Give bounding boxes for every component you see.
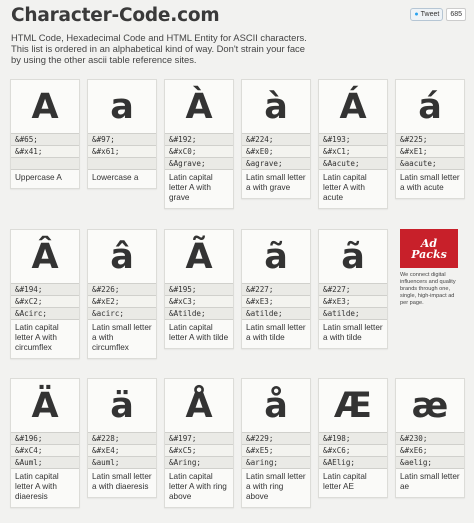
html-entity[interactable]: &atilde;: [242, 307, 310, 320]
character-card[interactable]: [10, 79, 80, 189]
hex-code[interactable]: &#xE2;: [88, 295, 156, 307]
character-glyph: Â: [11, 230, 79, 283]
html-entity[interactable]: &Acirc;: [11, 307, 79, 320]
decimal-code[interactable]: &#193;: [319, 133, 387, 145]
html-entity[interactable]: &auml;: [88, 456, 156, 469]
character-glyph: Ã: [165, 230, 233, 283]
character-glyph: Å: [165, 379, 233, 432]
html-entity[interactable]: &aring;: [242, 456, 310, 469]
character-glyph: À: [165, 80, 233, 133]
ad-block[interactable]: [400, 229, 458, 307]
character-description: Latin capital letter A with circumflex: [15, 323, 59, 352]
character-glyph: â: [88, 230, 156, 283]
character-description: Latin small letter a with circumflex: [92, 323, 152, 352]
decimal-code[interactable]: &#224;: [242, 133, 310, 145]
hex-code[interactable]: &#x61;: [88, 145, 156, 157]
site-title[interactable]: Character-Code.com: [11, 5, 220, 26]
character-description: Latin capital letter A with acute: [323, 173, 367, 202]
character-card[interactable]: [164, 378, 234, 508]
character-card[interactable]: [395, 79, 465, 199]
html-entity[interactable]: &agrave;: [242, 157, 310, 170]
character-card[interactable]: [87, 79, 157, 189]
decimal-code[interactable]: &#194;: [11, 283, 79, 295]
decimal-code[interactable]: &#227;: [319, 283, 387, 295]
character-card[interactable]: [87, 378, 157, 498]
character-card[interactable]: [241, 378, 311, 508]
character-description: Latin small letter a with tilde: [246, 323, 306, 342]
character-description: Uppercase A: [15, 173, 62, 182]
hex-code[interactable]: &#xE3;: [242, 295, 310, 307]
character-glyph: Ä: [11, 379, 79, 432]
character-description: Latin small letter a with grave: [246, 173, 306, 192]
character-glyph: ã: [242, 230, 310, 283]
character-description: Latin small letter a with tilde: [323, 323, 383, 342]
character-glyph: æ: [396, 379, 464, 432]
character-card[interactable]: [318, 79, 388, 209]
html-entity[interactable]: &Auml;: [11, 456, 79, 469]
decimal-code[interactable]: &#227;: [242, 283, 310, 295]
character-glyph: Á: [319, 80, 387, 133]
decimal-code[interactable]: &#226;: [88, 283, 156, 295]
character-glyph: á: [396, 80, 464, 133]
hex-code[interactable]: &#xC0;: [165, 145, 233, 157]
html-entity[interactable]: &acirc;: [88, 307, 156, 320]
character-description: Latin capital letter A with tilde: [169, 323, 229, 342]
decimal-code[interactable]: &#65;: [11, 133, 79, 145]
intro-line: HTML Code, Hexadecimal Code and HTML Entity for ASCII characters.: [11, 32, 307, 43]
tweet-label: Tweet: [420, 11, 440, 18]
decimal-code[interactable]: &#197;: [165, 432, 233, 444]
character-glyph: a: [88, 80, 156, 133]
character-card[interactable]: [164, 229, 234, 349]
character-card[interactable]: [87, 229, 157, 359]
html-entity[interactable]: [88, 157, 156, 170]
decimal-code[interactable]: &#195;: [165, 283, 233, 295]
decimal-code[interactable]: &#192;: [165, 133, 233, 145]
intro-line: This list is ordered in an alphabetical kind of way. Don't strain your face: [11, 43, 305, 54]
character-card[interactable]: [241, 229, 311, 349]
html-entity[interactable]: [11, 157, 79, 170]
hex-code[interactable]: &#xC4;: [11, 444, 79, 456]
hex-code[interactable]: &#x41;: [11, 145, 79, 157]
character-description: Latin small letter a with ring above: [246, 472, 306, 501]
hex-code[interactable]: &#xE0;: [242, 145, 310, 157]
hex-code[interactable]: &#xC3;: [165, 295, 233, 307]
character-glyph: ä: [88, 379, 156, 432]
hex-code[interactable]: &#xC5;: [165, 444, 233, 456]
hex-code[interactable]: &#xE5;: [242, 444, 310, 456]
character-description: Latin capital letter AE: [323, 472, 367, 491]
ad-packs-logo[interactable]: [400, 229, 458, 268]
character-description: Latin small letter ae: [400, 472, 460, 491]
ad-logo-line: Packs: [411, 247, 447, 261]
character-card[interactable]: [395, 378, 465, 498]
hex-code[interactable]: &#xE1;: [396, 145, 464, 157]
character-description: Latin capital letter A with grave: [169, 173, 213, 202]
hex-code[interactable]: &#xC2;: [11, 295, 79, 307]
character-description: Latin small letter a with diaeresis: [92, 472, 152, 491]
hex-code[interactable]: &#xE6;: [396, 444, 464, 456]
decimal-code[interactable]: &#198;: [319, 432, 387, 444]
html-entity[interactable]: &Atilde;: [165, 307, 233, 320]
html-entity[interactable]: &atilde;: [319, 307, 387, 320]
tweet-count: 685: [446, 8, 466, 21]
decimal-code[interactable]: &#225;: [396, 133, 464, 145]
character-glyph: à: [242, 80, 310, 133]
character-card[interactable]: [318, 378, 388, 498]
decimal-code[interactable]: &#230;: [396, 432, 464, 444]
character-card[interactable]: [10, 229, 80, 359]
hex-code[interactable]: &#xC1;: [319, 145, 387, 157]
character-description: Lowercase a: [92, 173, 139, 182]
hex-code[interactable]: &#xE4;: [88, 444, 156, 456]
hex-code[interactable]: &#xC6;: [319, 444, 387, 456]
character-glyph: Æ: [319, 379, 387, 432]
intro-line: by using the other ascii table reference sites.: [11, 54, 197, 65]
html-entity[interactable]: &Aacute;: [319, 157, 387, 170]
decimal-code[interactable]: &#97;: [88, 133, 156, 145]
hex-code[interactable]: &#xE3;: [319, 295, 387, 307]
ad-text: We connect digital influencers and quality brands through one, single, high-impact ad per page.: [400, 272, 456, 306]
twitter-bird-icon: ●: [414, 11, 419, 18]
html-entity[interactable]: &Agrave;: [165, 157, 233, 170]
decimal-code[interactable]: &#196;: [11, 432, 79, 444]
character-card[interactable]: [10, 378, 80, 508]
character-description: Latin capital letter A with ring above: [169, 472, 227, 501]
ad-logo-line: Ad: [420, 236, 438, 250]
character-glyph: A: [11, 80, 79, 133]
character-glyph: ã: [319, 230, 387, 283]
html-entity[interactable]: &aelig;: [396, 456, 464, 469]
html-entity[interactable]: &aacute;: [396, 157, 464, 170]
decimal-code[interactable]: &#229;: [242, 432, 310, 444]
decimal-code[interactable]: &#228;: [88, 432, 156, 444]
character-description: Latin small letter a with acute: [400, 173, 460, 192]
character-glyph: å: [242, 379, 310, 432]
character-description: Latin capital letter A with diaeresis: [15, 472, 59, 501]
character-card[interactable]: [164, 79, 234, 209]
character-card[interactable]: [318, 229, 388, 349]
html-entity[interactable]: &Aring;: [165, 456, 233, 469]
character-card[interactable]: [241, 79, 311, 199]
html-entity[interactable]: &AElig;: [319, 456, 387, 469]
